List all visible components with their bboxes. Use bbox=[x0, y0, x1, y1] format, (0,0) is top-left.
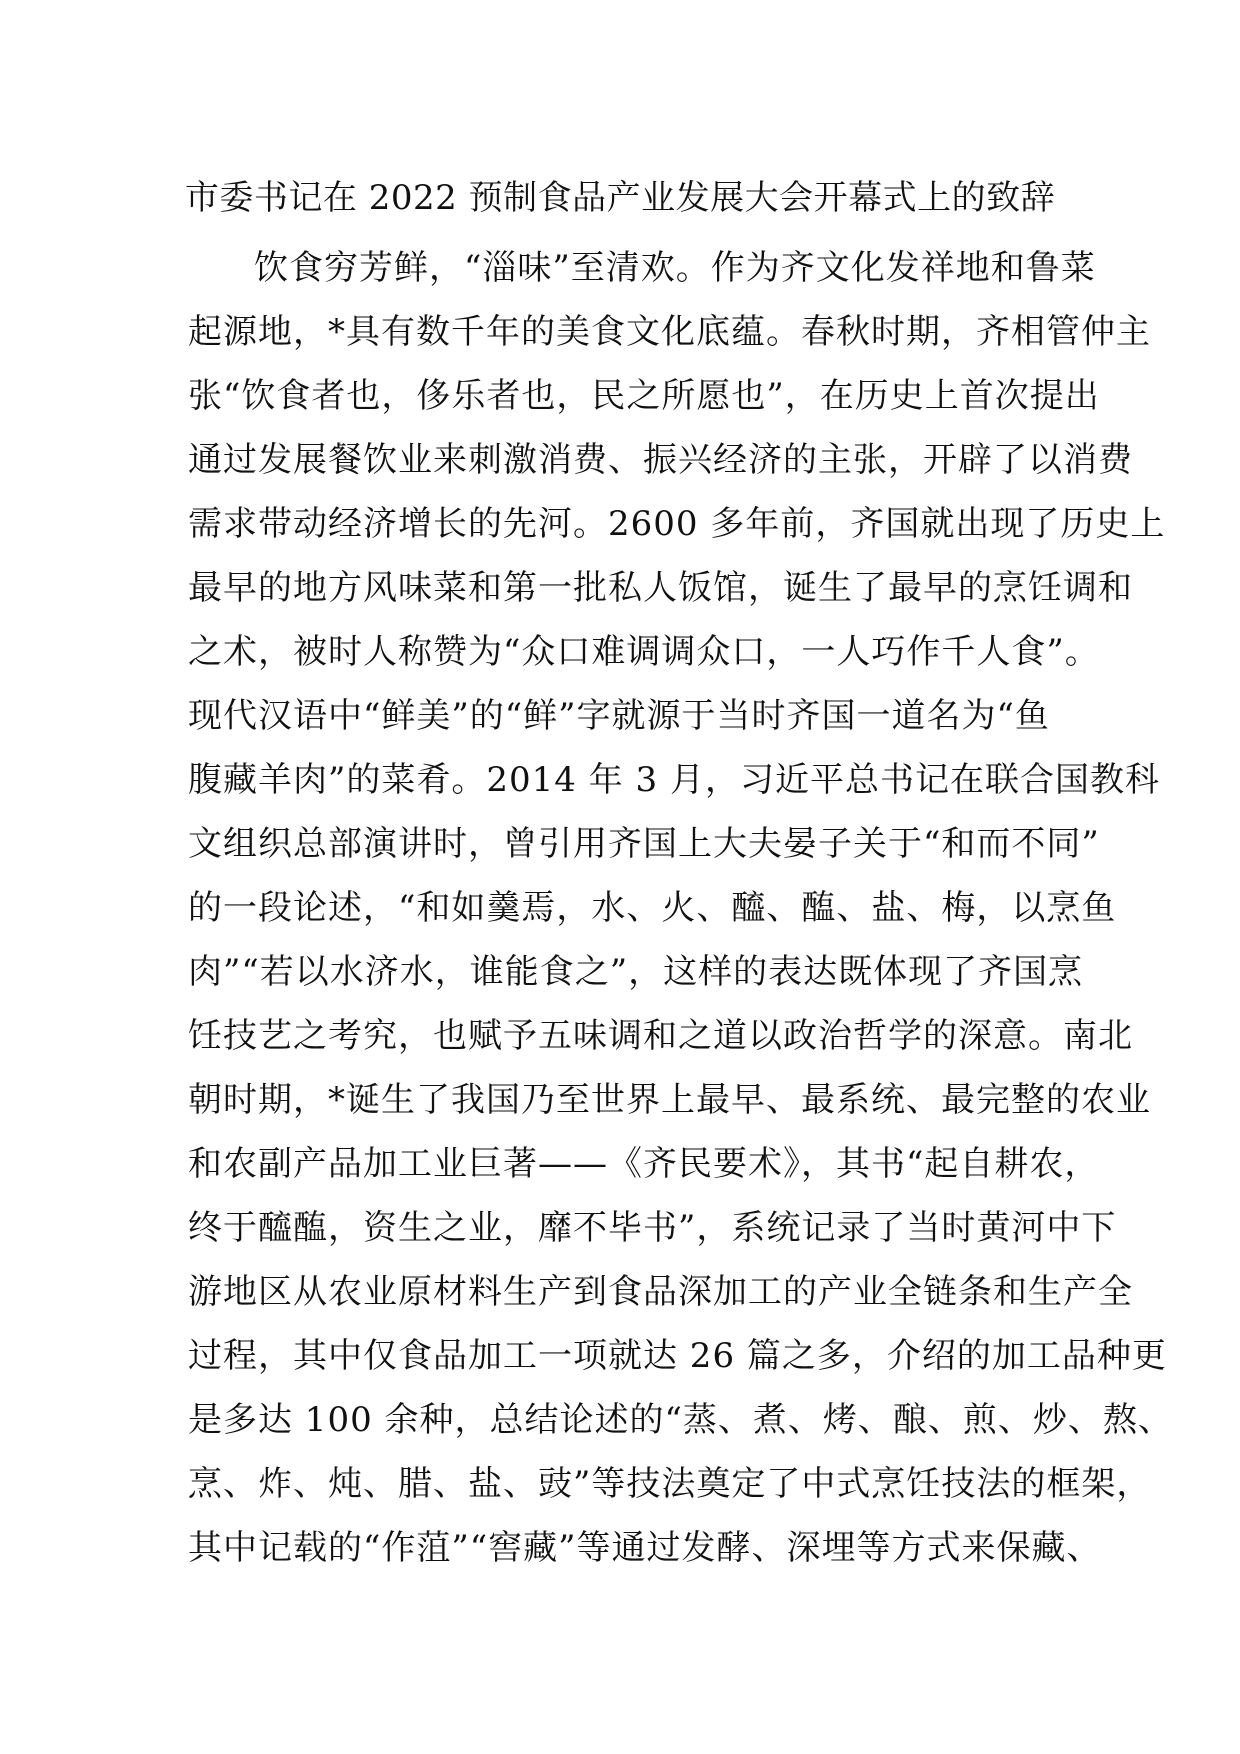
text-line: 腹藏羊肉”的菜肴。2014 年 3 月，习近平总书记在联合国教科 bbox=[188, 760, 1160, 800]
text-line: 游地区从农业原材料生产到食品深加工的产业全链条和生产全 bbox=[188, 1272, 1133, 1312]
text-line: 最早的地方风味菜和第一批私人饭馆，诞生了最早的烹饪调和 bbox=[188, 568, 1133, 608]
text-line: 的一段论述，“和如羹焉，水、火、醯、醢、盐、梅，以烹鱼 bbox=[188, 888, 1117, 928]
text-line: 烹、炸、炖、腊、盐、豉”等技法奠定了中式烹饪技法的框架， bbox=[188, 1464, 1152, 1504]
text-line: 张“饮食者也，侈乐者也，民之所愿也”，在历史上首次提出 bbox=[188, 376, 1100, 416]
text-line: 起源地，*具有数千年的美食文化底蕴。春秋时期，齐相管仲主 bbox=[188, 312, 1151, 352]
text-line: 过程，其中仅食品加工一项就达 26 篇之多，介绍的加工品种更 bbox=[188, 1336, 1167, 1376]
text-line: 文组织总部演讲时，曾引用齐国上大夫晏子关于“和而不同” bbox=[188, 824, 1100, 864]
text-line: 和农副产品加工业巨著——《齐民要术》，其书“起自耕农， bbox=[188, 1144, 1100, 1184]
text-line: 通过发展餐饮业来刺激消费、振兴经济的主张，开辟了以消费 bbox=[188, 440, 1133, 480]
text-line: 之术，被时人称赞为“众口难调调众口，一人巧作千人食”。 bbox=[188, 632, 1100, 672]
text-line: 是多达 100 余种，总结论述的“蒸、煮、烤、酿、煎、炒、熬、 bbox=[188, 1400, 1173, 1440]
body-text bbox=[188, 236, 1173, 1580]
text-line: 终于醯醢，资生之业，靡不毕书”，系统记录了当时黄河中下 bbox=[188, 1208, 1117, 1248]
text-line: 其中记载的“作菹”“窖藏”等通过发酵、深埋等方式来保藏、 bbox=[188, 1528, 1102, 1568]
text-line: 朝时期，*诞生了我国乃至世界上最早、最系统、最完整的农业 bbox=[188, 1080, 1151, 1120]
text-line: 现代汉语中“鲜美”的“鲜”字就源于当时齐国一道名为“鱼 bbox=[188, 696, 1050, 736]
text-line: 饮食穷芳鲜，“淄味”至清欢。作为齐文化发祥地和鲁菜 bbox=[254, 248, 1096, 288]
document-title: 市委书记在 2022 预制食品产业发展大会开幕式上的致辞 bbox=[184, 178, 1056, 218]
text-line: 需求带动经济增长的先河。2600 多年前，齐国就出现了历史上 bbox=[188, 504, 1166, 544]
text-line: 饪技艺之考究，也赋予五味调和之道以政治哲学的深意。南北 bbox=[188, 1016, 1133, 1056]
text-line: 肉”“若以水济水，谁能食之”，这样的表达既体现了齐国烹 bbox=[188, 952, 1084, 992]
